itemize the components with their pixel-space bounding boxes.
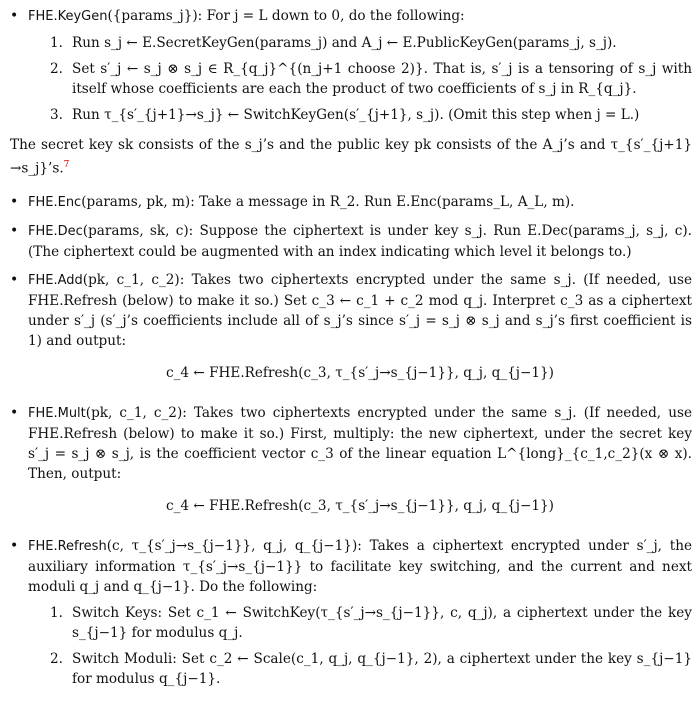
dec-text: (params, sk, c): Suppose the ciphertext is under key s_j. Run E.Dec(params_j, s_j, c). (The ciphertext could be augmented with an index indicating which level it belongs to.) [28, 223, 692, 261]
bullet-point: • [10, 194, 19, 211]
refresh-step-2: 2. Switch Moduli: Set c_2 ← Scale(c_1, q_j, q_{j−1}, 2), a ciphertext under the key s_{j−1} for modulus q_{j−1}. [50, 651, 692, 688]
keygen-item [10, 6, 692, 27]
refresh-step-1: 1. Switch Keys: Set c_1 ← SwitchKey(τ_{s′_j→s_{j−1}}, c, q_j), a ciphertext under the key s_{j−1} for modulus q_j. [50, 605, 692, 642]
add-item [10, 270, 692, 395]
dec-item [10, 221, 692, 262]
enc-label: FHE.Enc [28, 195, 82, 211]
refresh-label: FHE.Refresh [28, 539, 107, 555]
bullet-point: • [10, 223, 19, 240]
keygen-step-3: 3. Run τ_{s′_{j+1}→s_j} ← SwitchKeyGen(s′_{j+1}, s_j). (Omit this step when j = L.) [50, 107, 640, 123]
bullet-point: • [10, 538, 19, 555]
bullet-point: • [10, 8, 19, 24]
add-label: FHE.Add [28, 273, 83, 289]
keygen-step-1: 1. Run s_j ← E.SecretKeyGen(params_j) and A_j ← E.PublicKeyGen(params_j, s_j). [50, 35, 617, 51]
keygen-label: FHE.KeyGen [28, 9, 108, 24]
keygen-head: ({params_j}): For j = L down to 0, do the following: [107, 8, 465, 24]
refresh-head: (c, τ_{s′_j→s_{j−1}}, q_j, q_{j−1}): Takes a ciphertext encrypted under s′_j, the auxiliary information τ_{s′_j→s_{j−1}} to facilitate key switching, and the current and next moduli q_j and q_{j−1}. Do the following: [28, 538, 692, 596]
refresh-item [10, 536, 692, 597]
mult-text: (pk, c_1, c_2): Takes two ciphertexts encrypted under the same s_j. (If needed, use FHE.Refresh (below) to make it so.) First, multiply: the new ciphertext, under the secret key s′_j = s_j ⊗ s_j, is the coefficient vector c_3 of the linear equation L^{long}_{c_1,c_2}(x ⊗ x). Then, output: [28, 405, 692, 483]
dec-label: FHE.Dec [28, 224, 83, 240]
bullet-point: • [10, 272, 19, 289]
keys-paragraph: The secret key sk consists of the s_j’s and the public key pk consists of the A_j’s and τ_{s′_{j+1}→s_j}’s.$^7$ [10, 137, 692, 177]
footnote-link[interactable]: 7 [63, 160, 70, 170]
enc-text: (params, pk, m): Take a message in R_2. Run E.Enc(params_L, A_L, m). [81, 194, 575, 211]
bullet-point: • [10, 405, 19, 422]
mult-equation: c_4 ← FHE.Refresh(c_3, τ_{s′_j→s_{j−1}}, q_j, q_{j−1}) [166, 498, 554, 515]
keygen-step-2: 2. Set s′_j ← s_j ⊗ s_j ∈ R_{q_j}^{(n_j+1 choose 2)}. That is, s′_j is a tensoring of s_j with itself whose coefficients are each the product of two coefficients of s_j in R_{q_j}. [50, 61, 692, 97]
mult-label: FHE.Mult [28, 406, 86, 422]
add-equation: c_4 ← FHE.Refresh(c_3, τ_{s′_j→s_{j−1}}, q_j, q_{j−1}) [166, 365, 554, 382]
mult-item [10, 403, 692, 528]
add-text: (pk, c_1, c_2): Takes two ciphertexts encrypted under the same s_j. (If needed, use FHE.Refresh (below) to make it so.) Set c_3 ← c_1 + c_2 mod q_j. Interpret c_3 as a ciphertext under s′_j (s′_j’s coefficients include all of s_j’s since s′_j = s_j ⊗ s_j and s_j’s first coefficient is 1) and output: [28, 272, 692, 350]
enc-item [10, 192, 692, 213]
